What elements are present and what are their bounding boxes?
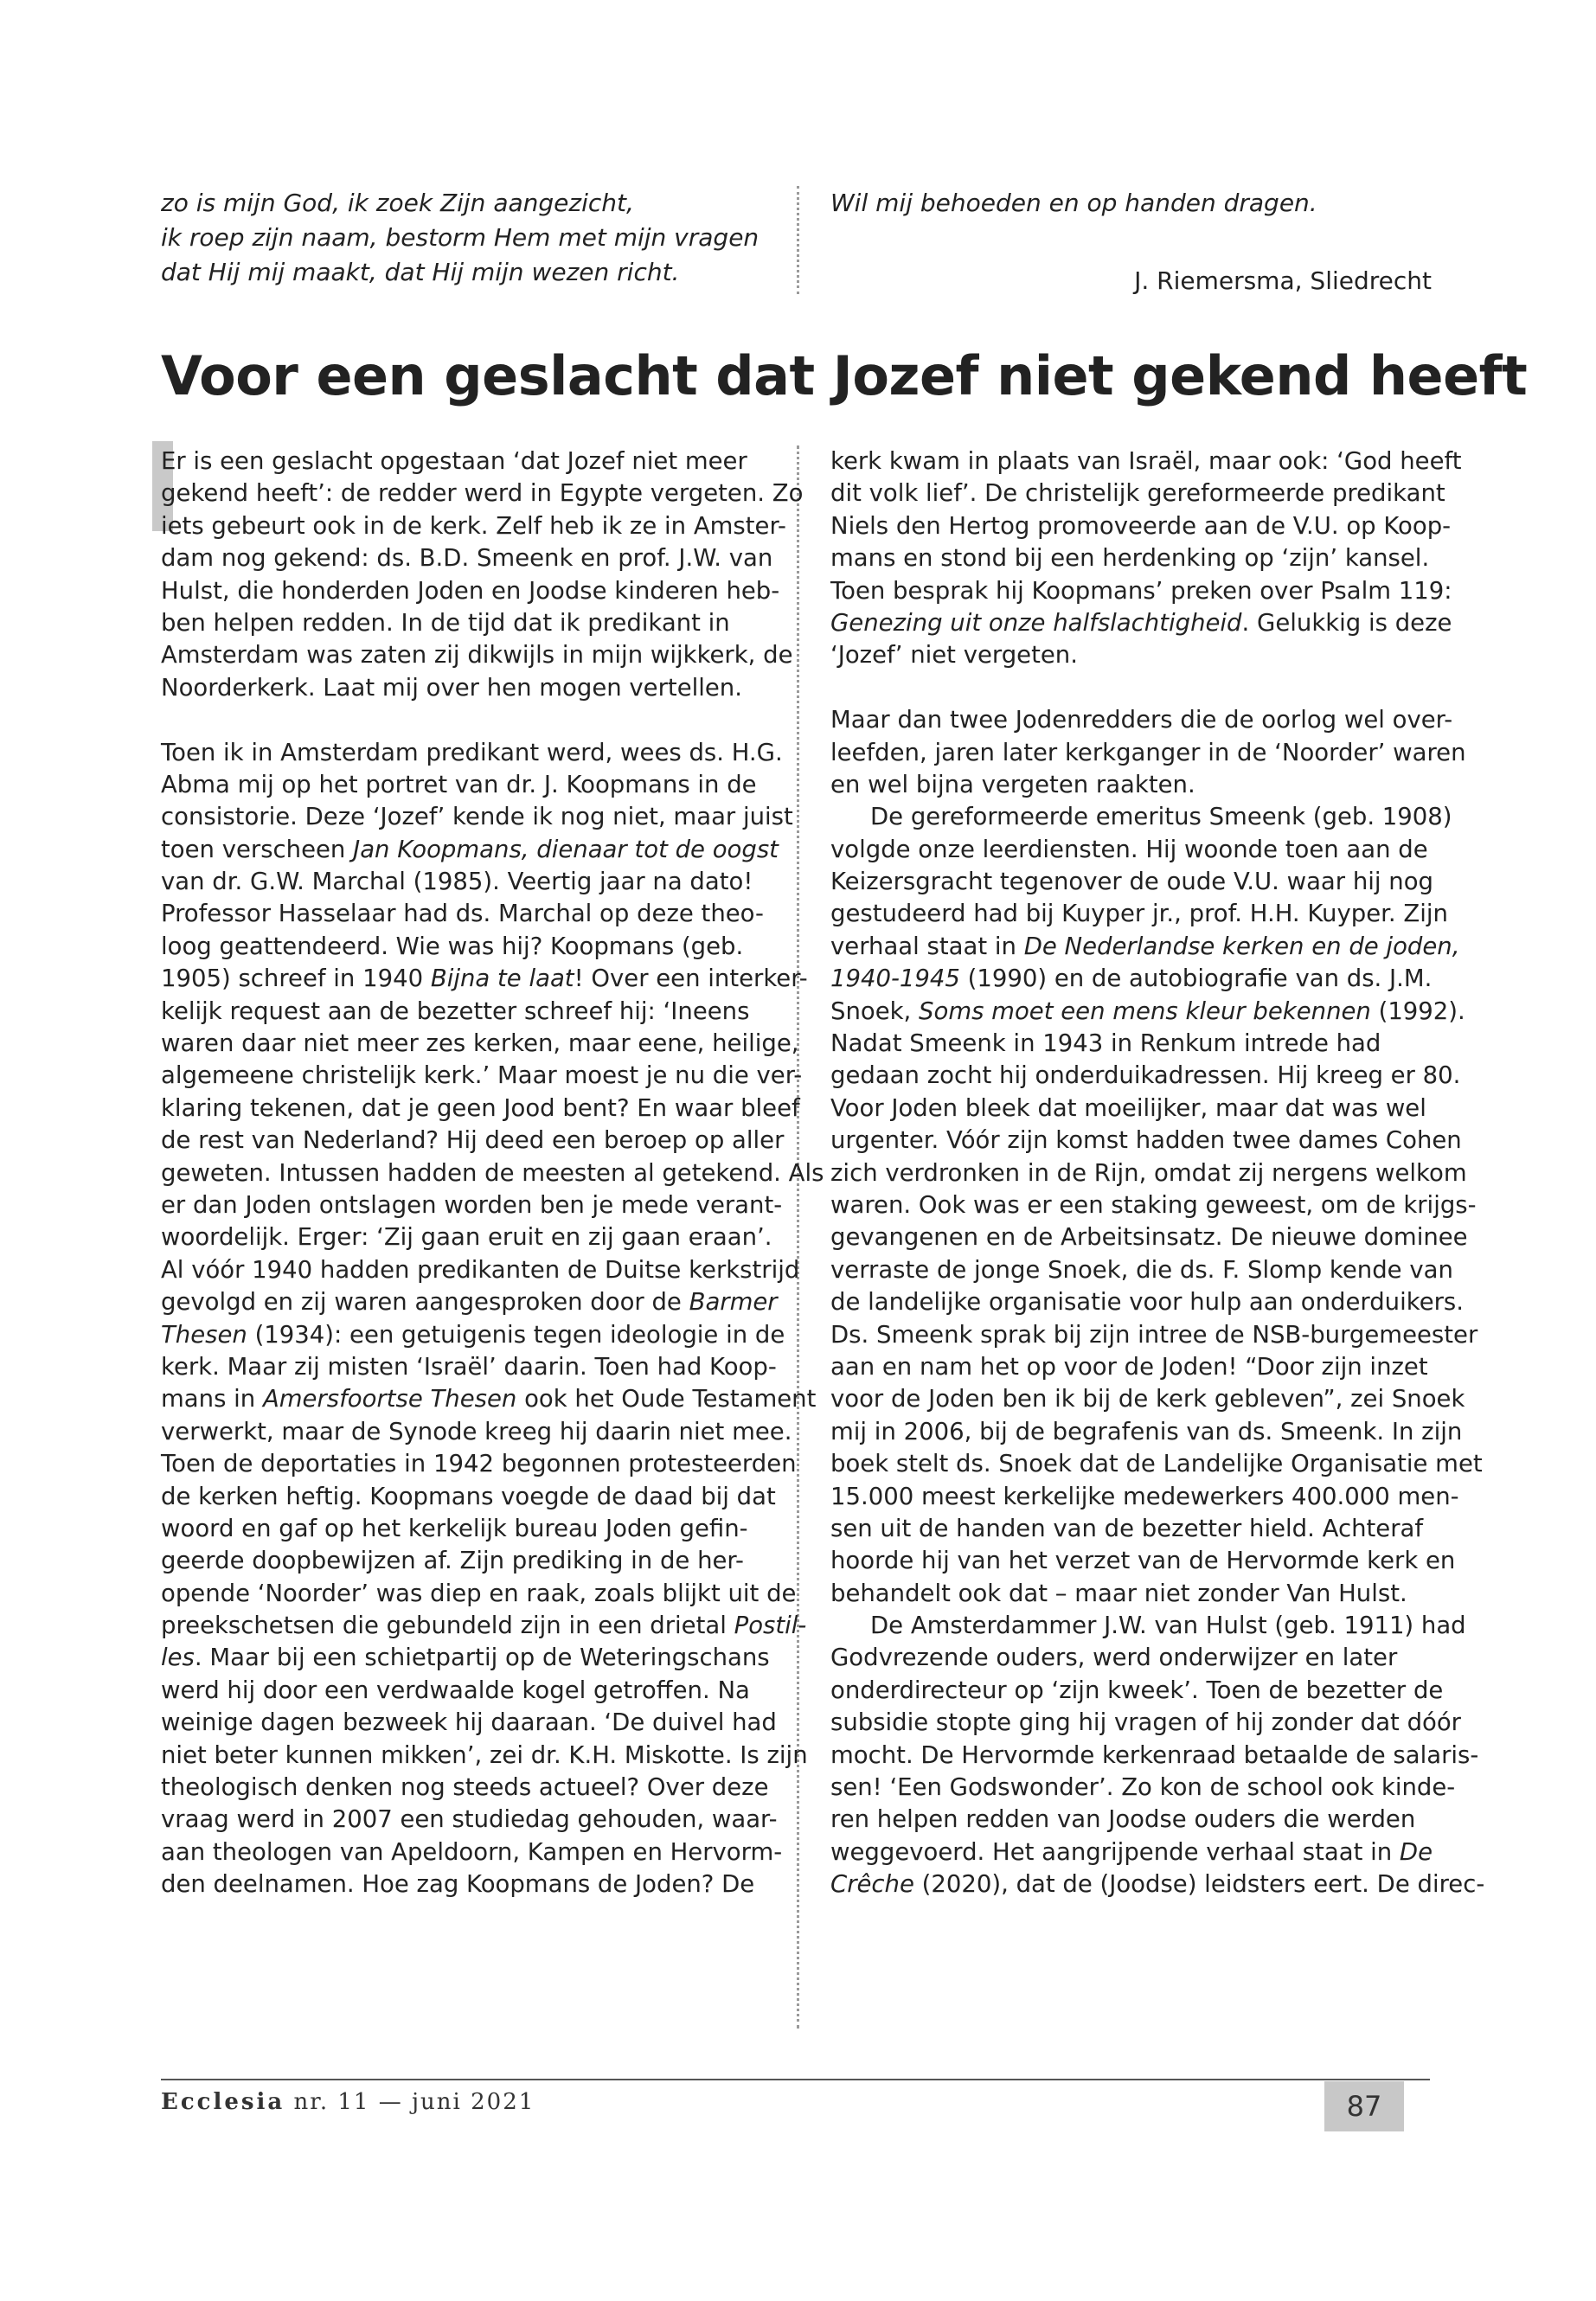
footer-issue: nr. 11 — juni 2021 [293,2089,535,2115]
text-line: 1905) schreef in 1940 Bijna te laat! Over een interker- [161,965,808,993]
text-line: ‘Jozef’ niet vergeten. [830,641,1078,670]
text-line: kelijk request aan de bezetter schreef hij: ‘Ineens [161,997,750,1025]
footer-rule [161,2079,1430,2080]
text-line: kerk kwam in plaats van Israël, maar ook: ‘God heeft [830,447,1462,475]
text-line: er dan Joden ontslagen worden ben je mede verant- [161,1190,783,1219]
text-line: voor de Joden ben ik bij de kerk gebleven”, zei Snoek [830,1385,1465,1413]
poem-left-stanza [161,186,784,290]
text-line: woord en gaf op het kerkelijk bureau Joden gefin- [161,1514,748,1542]
text-line: de landelijke organisatie voor hulp aan onderduikers. [830,1288,1464,1317]
text-line: en wel bijna vergeten raakten. [830,770,1195,798]
text-line: leefden, jaren later kerkganger in de ‘Noorder’ waren [830,738,1466,766]
text-line: de kerken heftig. Koopmans voegde de daad bij dat [161,1482,776,1510]
text-line: waren. Ook was er een staking geweest, om de krijgs- [830,1190,1477,1219]
text-line: Godvrezende ouders, werd onderwijzer en later [830,1644,1398,1672]
italic-title: De [1399,1837,1433,1866]
text-line: aan theologen van Apeldoorn, Kampen en Hervorm- [161,1837,783,1866]
text-line: behandelt ook dat – maar niet zonder Van Hulst. [830,1579,1407,1607]
text-line: Hulst, die honderden Joden en Joodse kinderen heb- [161,576,780,605]
text-line: Toen ik in Amsterdam predikant werd, wees ds. H.G. [161,738,783,766]
italic-title: Crêche [830,1870,914,1899]
text-line: waren daar niet meer zes kerken, maar eene, heilige, [161,1029,799,1058]
text-line: De gereformeerde emeritus Smeenk (geb. 1908) [870,803,1452,831]
text-line: sen uit de handen van de bezetter hield. Achteraf [830,1514,1424,1542]
text-line: aan en nam het op voor de Joden! “Door zijn inzet [830,1352,1428,1381]
text-line: mocht. De Hervormde kerkenraad betaalde de salaris- [830,1740,1479,1769]
italic-title: Genezing uit onze halfslachtigheid [830,608,1242,637]
footer-publication [161,2089,535,2115]
text-line: de rest van Nederland? Hij deed een beroep op aller [161,1126,785,1155]
text-line: Abma mij op het portret van dr. J. Koopmans in de [161,770,757,798]
text-line: consistorie. Deze ‘Jozef’ kende ik nog niet, maar juist [161,803,793,831]
text-line: verraste de jonge Snoek, die ds. F. Slomp kende van [830,1255,1453,1284]
poem-author: J. Riemersma, Sliedrecht [1134,266,1432,295]
text-line: preekschetsen die gebundeld zijn in een drietal Postil- [161,1612,807,1640]
text-line: verwerkt, maar de Synode kreeg hij daarin niet mee. [161,1417,792,1445]
paragraph-break [830,672,1429,704]
text-line: opende ‘Noorder’ was diep en raak, zoals blijkt uit de [161,1579,797,1607]
text-line: gekend heeft’: de redder werd in Egypte vergeten. Zo [161,479,804,508]
text-line: weggevoerd. Het aangrijpende verhaal staat in De [830,1837,1433,1866]
text-line: Professor Hasselaar had ds. Marchal op deze theo- [161,900,764,928]
italic-title: Postil- [734,1612,807,1640]
text-line: geerde doopbewijzen af. Zijn prediking in de her- [161,1547,744,1575]
poem-column-divider [797,186,799,294]
italic-title: Bijna te laat [430,965,574,993]
text-line: vraag werd in 2007 een studiedag gehouden, waar- [161,1805,778,1834]
text-line: werd hij door een verdwaalde kogel getroffen. Na [161,1676,750,1704]
text-line: geweten. Intussen hadden de meesten al getekend. Als [161,1158,824,1187]
text-line: toen verscheen Jan Koopmans, dienaar tot de oogst [161,835,779,863]
text-line: volgde onze leerdiensten. Hij woonde toen aan de [830,835,1428,863]
text-line: den deelnamen. Hoe zag Koopmans de Joden? De [161,1870,755,1899]
text-line: van dr. G.W. Marchal (1985). Veertig jaar na dato! [161,868,753,896]
text-line: Toen besprak hij Koopmans’ preken over Psalm 119: [830,576,1452,605]
text-line: kerk. Maar zij misten ‘Israël’ daarin. Toen had Koop- [161,1352,777,1381]
text-line: 15.000 meest kerkelijke medewerkers 400.000 men- [830,1482,1459,1510]
text-line: ben helpen redden. In de tijd dat ik predikant in [161,608,730,637]
text-line: algemeene christelijk kerk.’ Maar moest je nu die ver- [161,1061,803,1090]
text-line: 1940-1945 (1990) en de autobiografie van ds. J.M. [830,965,1433,993]
text-line: theologisch denken nog steeds actueel? Over deze [161,1773,769,1802]
article-column-divider [797,445,799,2029]
text-line: Thesen (1934): een getuigenis tegen ideologie in de [161,1320,785,1349]
text-line: Keizersgracht tegenover de oude V.U. waar hij nog [830,868,1433,896]
text-line: iets gebeurt ook in de kerk. Zelf heb ik ze in Amster- [161,511,786,540]
text-line: weinige dagen bezweek hij daaraan. ‘De duivel had [161,1708,777,1737]
text-line: loog geattendeerd. Wie was hij? Koopmans (geb. [161,932,744,960]
italic-title: Barmer [689,1288,778,1317]
italic-title: les [161,1644,195,1672]
text-line: Niels den Hertog promoveerde aan de V.U. op Koop- [830,511,1452,540]
text-line: boek stelt ds. Snoek dat de Landelijke Organisatie met [830,1450,1483,1478]
text-line: ren helpen redden van Joodse ouders die werden [830,1805,1416,1834]
article-title: Voor een geslacht dat Jozef niet gekend heeft [161,344,1528,407]
italic-title: Thesen [161,1320,247,1349]
text-line: klaring tekenen, dat je geen Jood bent? En waar bleef [161,1093,800,1122]
italic-title: De Nederlandse kerken en de joden, [1023,932,1460,960]
text-line: gestudeerd had bij Kuyper jr., prof. H.H. Kuyper. Zijn [830,900,1448,928]
text-line: Voor Joden bleek dat moeilijker, maar dat was wel [830,1093,1426,1122]
poem-line: dat Hij mij maakt, dat Hij mijn wezen richt. [161,258,680,286]
text-line: verhaal staat in De Nederlandse kerken en de joden, [830,932,1460,960]
text-line: Noorderkerk. Laat mij over hen mogen vertellen. [161,673,742,702]
text-line: les. Maar bij een schietpartij op de Weteringschans [161,1644,770,1672]
text-line: Crêche (2020), dat de (Joodse) leidsters eert. De direc- [830,1870,1485,1899]
text-line: urgenter. Vóór zijn komst hadden twee dames Cohen [830,1126,1462,1155]
text-line: dit volk lief’. De christelijk gereformeerde predikant [830,479,1445,508]
text-line: Er is een geslacht opgestaan ‘dat Jozef niet meer [161,447,747,475]
text-line: Amsterdam was zaten zij dikwijls in mijn wijkkerk, de [161,641,793,670]
text-line: onderdirecteur op ‘zijn kweek’. Toen de bezetter de [830,1676,1444,1704]
text-line: gevolgd en zij waren aangesproken door de Barmer [161,1288,778,1317]
article-column-right [830,445,1485,1901]
text-line: woordelijk. Erger: ‘Zij gaan eruit en zij gaan eraan’. [161,1223,772,1252]
text-line: gedaan zocht hij onderduikadressen. Hij kreeg er 80. [830,1061,1461,1090]
text-line: Snoek, Soms moet een mens kleur bekennen (1992). [830,997,1465,1025]
page-number: 87 [1324,2081,1404,2131]
text-line: dam nog gekend: ds. B.D. Smeenk en prof. J.W. van [161,544,773,573]
poem-right-stanza [830,186,1436,221]
text-line: Toen de deportaties in 1942 begonnen protesteerden [161,1450,797,1478]
text-line: mij in 2006, bij de begrafenis van ds. Smeenk. In zijn [830,1417,1463,1445]
italic-title: Amersfoortse Thesen [262,1385,517,1413]
italic-title: Soms moet een mens kleur bekennen [919,997,1371,1025]
italic-title: 1940-1945 [830,965,960,993]
text-line: Al vóór 1940 hadden predikanten de Duitse kerkstrijd [161,1255,800,1284]
text-line: gevangenen en de Arbeitsinsatz. De nieuwe dominee [830,1223,1468,1252]
text-line: mans in Amersfoortse Thesen ook het Oude Testament [161,1385,817,1413]
paragraph-break [161,704,760,736]
text-line: niet beter kunnen mikken’, zei dr. K.H. Miskotte. Is zijn [161,1740,808,1769]
italic-title: Jan Koopmans, dienaar tot de oogst [353,835,779,863]
text-line: sen! ‘Een Godswonder’. Zo kon de school ook kinde- [830,1773,1456,1802]
text-line: Ds. Smeenk sprak bij zijn intree de NSB-burgemeester [830,1320,1478,1349]
text-line: Maar dan twee Jodenredders die de oorlog wel over- [830,706,1453,734]
text-line: hoorde hij van het verzet van de Hervormde kerk en [830,1547,1456,1575]
text-line: Genezing uit onze halfslachtigheid. Gelukkig is deze [830,608,1452,637]
text-line: Nadat Smeenk in 1943 in Renkum intrede had [830,1029,1381,1058]
article-column-left [161,445,824,1901]
text-line: zich verdronken in de Rijn, omdat zij nergens welkom [830,1158,1467,1187]
poem-line: zo is mijn God, ik zoek Zijn aangezicht, [161,189,634,217]
poem-line: Wil mij behoeden en op handen dragen. [830,189,1317,217]
footer-brand: Ecclesia [161,2089,285,2115]
text-line: De Amsterdammer J.W. van Hulst (geb. 1911) had [870,1612,1466,1640]
text-line: mans en stond bij een herdenking op ‘zijn’ kansel. [830,544,1430,573]
text-line: subsidie stopte ging hij vragen of hij zonder dat dóór [830,1708,1461,1737]
poem-line: ik roep zijn naam, bestorm Hem met mijn vragen [161,223,760,252]
